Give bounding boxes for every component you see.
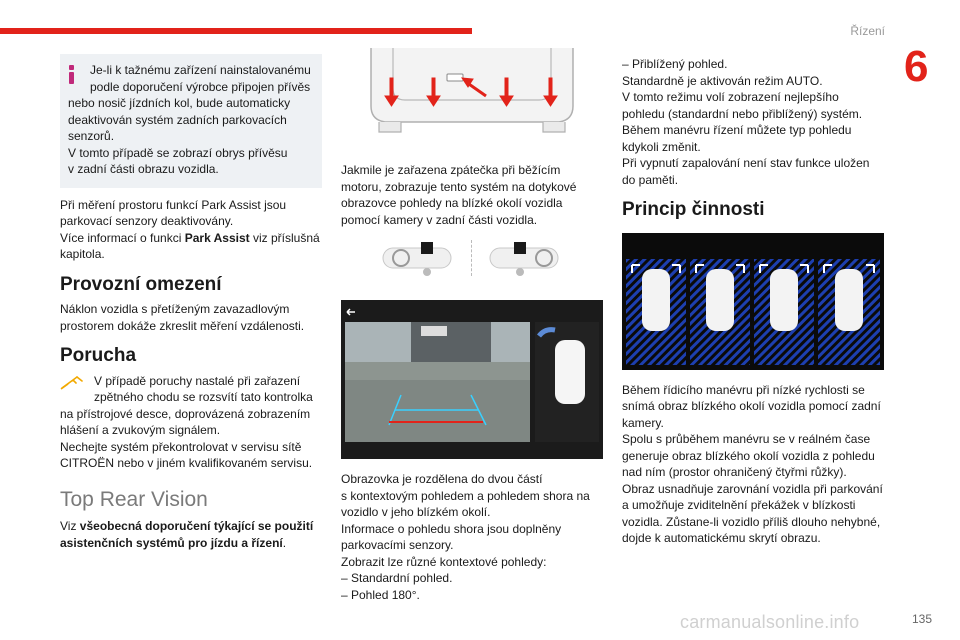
list-item: – Přiblížený pohled. — [622, 57, 728, 71]
paragraph-line: pohledu (standardní nebo přiblížený) systém. — [622, 106, 863, 121]
text-run-bold: Park Assist — [184, 230, 250, 245]
info-line: senzorů. — [68, 129, 115, 143]
paragraph-line: V tomto režimu volí zobrazení nejlepšího — [622, 90, 839, 104]
watermark: carmanualsonline.info — [680, 612, 860, 632]
list-item: – Standardní pohled. — [341, 571, 453, 585]
section-title: Řízení — [850, 24, 885, 38]
text-run: Více informací o funkci — [60, 230, 185, 245]
column-2 — [341, 48, 603, 603]
paragraph-line: Při vypnutí zapalování není stav funkce uložen — [622, 156, 870, 170]
steering-camera-icon — [488, 240, 564, 280]
touchscreen-rear-view — [341, 300, 603, 459]
info-line: V tomto případě se zobrazí obrys přívěsu — [68, 145, 288, 160]
paragraph-line — [60, 535, 322, 552]
paragraph-line: parkovacími senzory. — [341, 538, 454, 552]
column-3 — [622, 56, 884, 547]
paragraph-line: kamery. — [622, 415, 664, 430]
rear-view-screen-image — [341, 300, 603, 459]
info-line: v zadní části obrazu vozidla. — [68, 162, 219, 176]
page-number: 135 — [911, 612, 932, 626]
paragraph-line: prostorem dokáže zkreslit měření vzdálenosti. — [60, 318, 305, 333]
paragraph-line: vozidla. Zůstane-li vozidlo příliš dlouho nehybné, — [622, 514, 881, 529]
paragraph-line: obrazovce pohledy na blízké okolí vozidla — [341, 196, 563, 210]
paragraph-line: Jakmile je zařazena zpátečka při běžícím — [341, 163, 561, 177]
info-line: nebo nosič jízdních kol, bude automaticky — [68, 96, 291, 110]
info-line: podle doporučení výrobce připojen přívěs — [90, 79, 311, 94]
top-view-sequence — [622, 233, 884, 370]
paragraph-line: Zobrazit lze různé kontextové pohledy: — [341, 554, 547, 569]
heading-fault: Porucha — [60, 345, 137, 366]
paragraph-line: Během řídicího manévru při nízké rychlosti se — [622, 382, 865, 397]
info-box — [60, 54, 322, 188]
view-icons — [341, 240, 603, 280]
info-line: Je-li k tažnému zařízení nainstalovanému — [90, 63, 311, 77]
paragraph-line: Informace o pohledu shora jsou doplněny — [341, 521, 562, 536]
vehicle-rear-illustration — [341, 48, 603, 156]
paragraph-line: dojde k automatickému skrytí obrazu. — [622, 531, 821, 545]
text-run-bold: všeobecná doporučení týkající se použití — [79, 519, 314, 533]
fault-line: Nechejte systém překontrolovat v servisu sítě — [60, 439, 302, 454]
chapter-number: 6 — [904, 42, 929, 91]
paragraph-line — [60, 230, 322, 247]
paragraph-line: Spolu s průběhem manévru se v reálném čase — [622, 432, 871, 446]
paragraph-line: parkovací senzory deaktivovány. — [60, 214, 234, 228]
paragraph-line: do paměti. — [622, 172, 679, 187]
paragraph-line: s kontextovým pohledem a pohledem shora na — [341, 488, 590, 503]
paragraph-line — [60, 518, 322, 535]
paragraph-line: generuje obraz blízkého okolí vozidla z pohledu — [622, 448, 875, 463]
paragraph-line: Standardně je aktivován režim AUTO. — [622, 73, 823, 88]
rear-camera-illustration — [341, 48, 603, 162]
fault-line: zpětného chodu se rozsvítí tato kontrolka — [94, 390, 313, 404]
text-run: Viz — [60, 519, 80, 533]
heading-principle: Princip činnosti — [622, 199, 765, 220]
fault-line: CITROËN nebo v jiném kvalifikovaném servisu. — [60, 456, 313, 470]
paragraph-line: vozidlo v jeho blízkém okolí. — [341, 505, 491, 519]
paragraph-line: Při měření prostoru funkcí Park Assist jsou — [60, 197, 287, 212]
warning-icon — [60, 375, 84, 391]
info-line: deaktivován systém zadních parkovacích — [68, 112, 287, 127]
fault-line: na přístrojové desce, doprovázená zobrazením — [60, 406, 311, 421]
info-icon — [68, 65, 75, 85]
heading-top-rear-vision: Top Rear Vision — [60, 487, 208, 511]
paragraph-line: Obrazovka je rozdělena do dvou částí — [341, 472, 543, 486]
list-item: – Pohled 180°. — [341, 587, 420, 602]
text-run-bold: asistenčních systémů pro jízdu a řízení — [60, 535, 283, 550]
chapter-color-bar — [0, 28, 472, 34]
heading-limits: Provozní omezení — [60, 273, 222, 295]
paragraph-line: a umožňuje zviditelnění překážek v blízkosti — [622, 498, 856, 512]
column-1 — [60, 48, 322, 551]
fault-line: hlášení a zvukovým signálem. — [60, 423, 221, 437]
steering-camera-icon — [381, 240, 457, 280]
paragraph-line: Během manévru řízení můžete typ pohledu — [622, 123, 852, 137]
paragraph-line: pomocí kamery v zadní části vozidla. — [341, 212, 538, 227]
paragraph-line: kdykoli změnit. — [622, 139, 701, 154]
top-view-sequence-image — [622, 233, 884, 370]
fault-line: V případě poruchy nastalé při zařazení — [94, 373, 301, 388]
text-run: viz příslušná — [249, 230, 320, 245]
paragraph-line: motoru, zobrazuje tento systém na dotykové — [341, 179, 577, 194]
divider — [471, 240, 474, 276]
paragraph-line: Náklon vozidla s přetíženým zavazadlovým — [60, 302, 290, 316]
paragraph-line: snímá obraz blízkého okolí vozidla pomocí zadní — [622, 399, 881, 413]
paragraph-line: nad ním (prostor ohraničený čtyřmi růžky). — [622, 465, 847, 479]
paragraph-line: Obraz usnadňuje zarovnání vozidla při parkování — [622, 481, 883, 496]
text-run: . — [282, 535, 287, 550]
paragraph-line: kapitola. — [60, 247, 105, 261]
fault-block — [60, 373, 322, 472]
